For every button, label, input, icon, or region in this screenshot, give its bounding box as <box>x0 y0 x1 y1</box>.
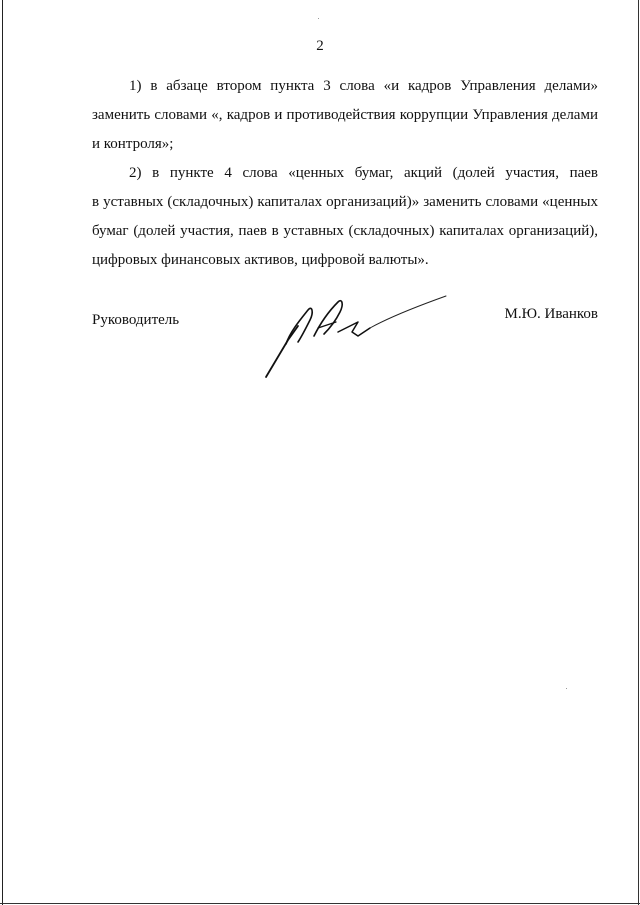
signer-name: М.Ю. Иванков <box>504 306 598 322</box>
scan-edge-bottom <box>0 903 640 904</box>
paragraph-line: цифровых финансовых активов, цифровой валюты». <box>92 252 429 268</box>
paragraph-line: и контроля»; <box>92 136 174 152</box>
page-number: 2 <box>316 38 324 54</box>
scan-speck <box>318 18 319 19</box>
amendment-paragraph-2 <box>92 159 598 275</box>
paragraph-line: 2) в пункте 4 слова «ценных бумаг, акций (долей участия, паев <box>129 165 598 181</box>
document-body <box>92 72 598 275</box>
paragraph-line: заменить словами «, кадров и противодействия коррупции Управления делами <box>92 107 598 123</box>
paragraph-line: 1) в абзаце втором пункта 3 слова «и кадров Управления делами» <box>129 78 598 94</box>
scan-edge-right <box>638 0 639 905</box>
amendment-paragraph-1 <box>92 72 598 159</box>
scan-speck <box>566 688 567 689</box>
position-title: Руководитель <box>92 312 180 328</box>
handwritten-signature <box>258 292 458 382</box>
paragraph-line: в уставных (складочных) капиталах организаций)» заменить словами «ценных <box>92 194 598 210</box>
paragraph-line: бумаг (долей участия, паев в уставных (складочных) капиталах организаций), <box>92 223 598 239</box>
scan-edge-left <box>2 0 3 905</box>
